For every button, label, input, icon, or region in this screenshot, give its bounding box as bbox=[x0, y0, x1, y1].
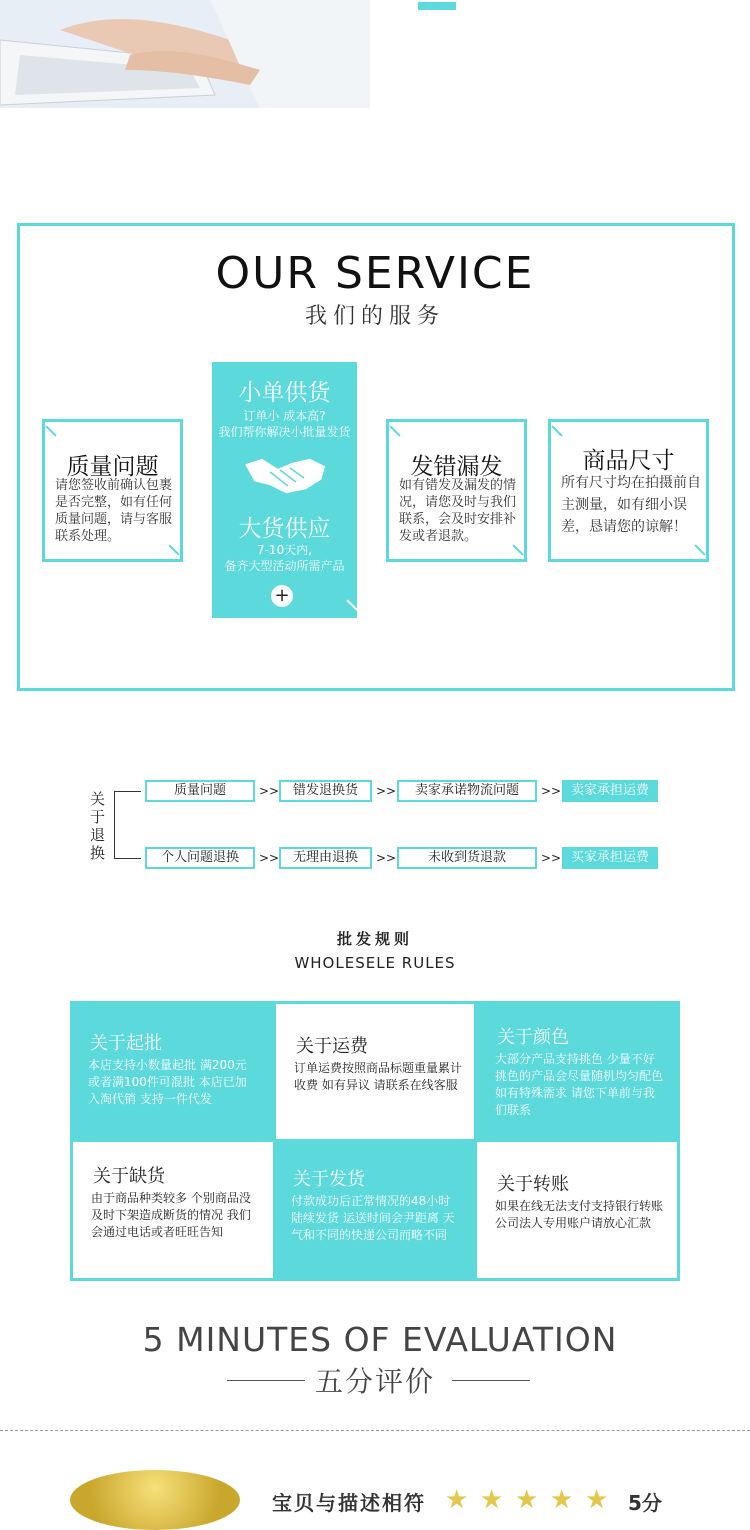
card-title-bulk: 大货供应 bbox=[238, 516, 331, 542]
star-icon: ★ bbox=[480, 1485, 504, 1515]
card-body: 所有尺寸均在拍摄前自主测量，如有细小误差，恳请您的谅解！ bbox=[561, 475, 701, 535]
service-subtitle: 我们的服务 bbox=[304, 304, 445, 329]
corner-mark bbox=[168, 544, 179, 555]
rule-cell bbox=[273, 1139, 477, 1281]
dashed-divider bbox=[0, 1430, 750, 1431]
wholesale-subtitle: WHOLESELE RULES bbox=[294, 954, 456, 972]
medal-icon bbox=[70, 1470, 240, 1530]
evaluation-title: 5 MINUTES OF EVALUATION bbox=[142, 1320, 618, 1359]
card-title-small-order: 小单供货 bbox=[238, 380, 331, 406]
flow-step: 错发退换货 bbox=[279, 780, 372, 802]
keyboard-illustration bbox=[0, 0, 370, 108]
rule-body: 订单运费按照商品标题重量累计收费 如有异议 请联系在线客服 bbox=[294, 1061, 463, 1092]
rule-cell bbox=[73, 1142, 273, 1278]
wholesale-title: 批发规则 bbox=[336, 930, 413, 948]
card-wrong-ship bbox=[386, 419, 527, 562]
rule-body: 由于商品种类较多 个别商品没及时下架造成断货的情况 我们会通过电话或者旺旺告知 bbox=[91, 1191, 251, 1239]
rating-label: 宝贝与描述相符 bbox=[272, 1491, 426, 1515]
rule-heading: 关于颜色 bbox=[497, 1027, 569, 1048]
rule-heading: 关于运费 bbox=[296, 1036, 368, 1057]
card-body: 请您签收前确认包裹是否完整，如有任何质量问题，请与客服联系处理。 bbox=[55, 478, 173, 544]
star-icon: ★ bbox=[585, 1485, 609, 1515]
rule-heading: 关于缺货 bbox=[93, 1166, 165, 1187]
star-icon: ★ bbox=[445, 1485, 469, 1515]
flow-step: 卖家承诺物流问题 bbox=[397, 780, 537, 802]
corner-mark bbox=[512, 544, 523, 555]
corner-mark bbox=[551, 425, 562, 436]
service-title: OUR SERVICE bbox=[215, 248, 535, 299]
rule-cell bbox=[477, 1142, 677, 1278]
flow-bracket bbox=[114, 791, 141, 859]
rule-heading: 关于转账 bbox=[497, 1174, 569, 1195]
flow-arrow: >> bbox=[376, 851, 397, 865]
evaluation-subtitle: 五分评价 bbox=[314, 1365, 435, 1398]
corner-mark bbox=[346, 599, 357, 610]
flow-result: 买家承担运费 bbox=[562, 847, 658, 869]
accent-bar bbox=[418, 2, 456, 10]
card-desc: 备齐大型活动所需产品 bbox=[224, 559, 345, 573]
star-icon: ★ bbox=[515, 1485, 539, 1515]
keyboard-photo bbox=[0, 0, 370, 108]
flow-step: 个人问题退换 bbox=[145, 847, 255, 869]
flow-label: 关于退换 bbox=[90, 790, 106, 862]
rule-body: 本店支持小数量起批 满200元或者满100件可混批 本店已加入淘代销 支持一件代发 bbox=[88, 1058, 247, 1106]
rule-heading: 关于起批 bbox=[90, 1033, 162, 1054]
flow-arrow: >> bbox=[541, 851, 562, 865]
handshake-icon bbox=[240, 450, 330, 498]
card-title: 商品尺寸 bbox=[582, 448, 675, 474]
flow-step: 未收到货退款 bbox=[397, 847, 537, 869]
card-desc: 订单小 成本高? bbox=[243, 409, 326, 423]
wholesale-grid bbox=[70, 1001, 680, 1281]
rating-score: 5分 bbox=[628, 1491, 662, 1515]
rule-cell bbox=[276, 1004, 474, 1139]
flow-result: 卖家承担运费 bbox=[562, 780, 658, 802]
flow-arrow: >> bbox=[376, 784, 397, 798]
star-icon: ★ bbox=[550, 1485, 574, 1515]
card-desc: 我们帮你解决小批量发货 bbox=[218, 425, 351, 439]
rule-body: 如果在线无法支付支持银行转账 公司法人专用账户请放心汇款 bbox=[495, 1199, 664, 1230]
flow-arrow: >> bbox=[541, 784, 562, 798]
card-title: 质量问题 bbox=[66, 454, 159, 480]
rule-cell bbox=[70, 1001, 273, 1139]
flow-step: 质量问题 bbox=[145, 780, 255, 802]
plus-icon[interactable]: + bbox=[271, 585, 293, 607]
card-size bbox=[548, 419, 709, 562]
flow-arrow: >> bbox=[259, 851, 280, 865]
corner-mark bbox=[45, 425, 56, 436]
rule-cell bbox=[477, 1001, 680, 1139]
card-desc: 7-10天内, bbox=[256, 543, 313, 557]
card-supply bbox=[212, 362, 357, 618]
card-quality bbox=[42, 419, 183, 562]
card-body: 如有错发及漏发的情况，请您及时与我们联系，会及时安排补发或者退款。 bbox=[399, 478, 517, 544]
divider-line bbox=[452, 1380, 530, 1381]
flow-step: 无理由退换 bbox=[279, 847, 372, 869]
rule-body: 付款成功后正常情况的48小时陆续发货 运送时间会尹距离 天气和不同的快递公司而略不同 bbox=[291, 1194, 455, 1242]
rule-body: 大部分产品支持挑色 少量不好挑色的产品会尽量随机均匀配色 如有特殊需求 请您下单前与我们联系 bbox=[495, 1052, 664, 1117]
rule-heading: 关于发货 bbox=[293, 1169, 365, 1190]
corner-mark bbox=[694, 544, 705, 555]
card-title: 发错漏发 bbox=[410, 454, 503, 480]
flow-arrow: >> bbox=[259, 784, 280, 798]
corner-mark bbox=[389, 425, 400, 436]
